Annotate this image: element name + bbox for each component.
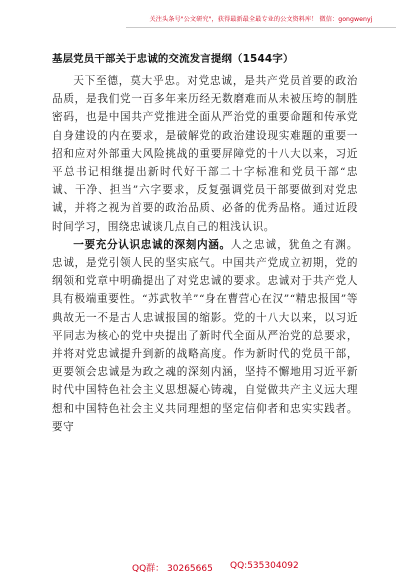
paragraph-intro: [52, 72, 358, 236]
header-divider: [126, 27, 396, 28]
page-footer: [0, 561, 408, 575]
qq-group-number: QQ群： 30265665: [132, 564, 213, 574]
header-banner: 关注头条号"公文研究"，获得最新最全最专业的公文资料库！ 微信：gongwenyj: [149, 15, 373, 23]
paragraph-text: 天下至德，莫大乎忠。对党忠诚，是共产党员首要的政治品质，是我们党一百多年来历经无数磨难而从未被压垮的制胜密码，也是中国共产党推进全面从严治党的重要命题和传承党自身建设的内在要求，是破解党的政治建设现实难题的重要一招和应对外部重大风险挑战的重要屏障党的十八大以来，习近平总书记相继提出新时代好干部二十字标准和党员干部“忠诚、干净、担当”六字要求，反复强调党员干部要做到对党忠诚，并将之视为首要的政治品质、必备的优秀品格。通过近段时间学习，围绕忠诚谈几点自己的粗浅认识。: [52, 75, 358, 233]
document-body: [52, 72, 358, 436]
document-title: 基层党员干部关于忠诚的交流发言提纲（1544字）: [52, 53, 294, 65]
paragraph-text: 人之忠诚，犹鱼之有渊。忠诚，是党引领人民的坚实底气。中国共产党成立初期，党的纲领和党章中明确提出了对党忠诚的要求。忠诚对于共产党人具有极端重要性。“苏武牧羊”“身在曹营心在汉”“精忠报国”等典故无一不是古人忠诚报国的缩影。党的十八大以来，以习近平同志为核心的党中央提出了新时代全面从严治党的总要求，并将对党忠诚提升到新的战略高度。作为新时代的党员干部，更要领会忠诚是为政之魂的深刻内涵，坚持不懈地用习近平新时代中国特色社会主义思想凝心铸魂，自觉做共产主义远大理想和中国特色社会主义共同理想的坚定信仰者和忠实实践者。要守: [52, 238, 358, 433]
paragraph-section-1: [52, 236, 358, 436]
qq-contact-number: QQ:535304092: [230, 561, 299, 571]
section-heading: 一要充分认识忠诚的深刻内涵。: [73, 238, 231, 251]
